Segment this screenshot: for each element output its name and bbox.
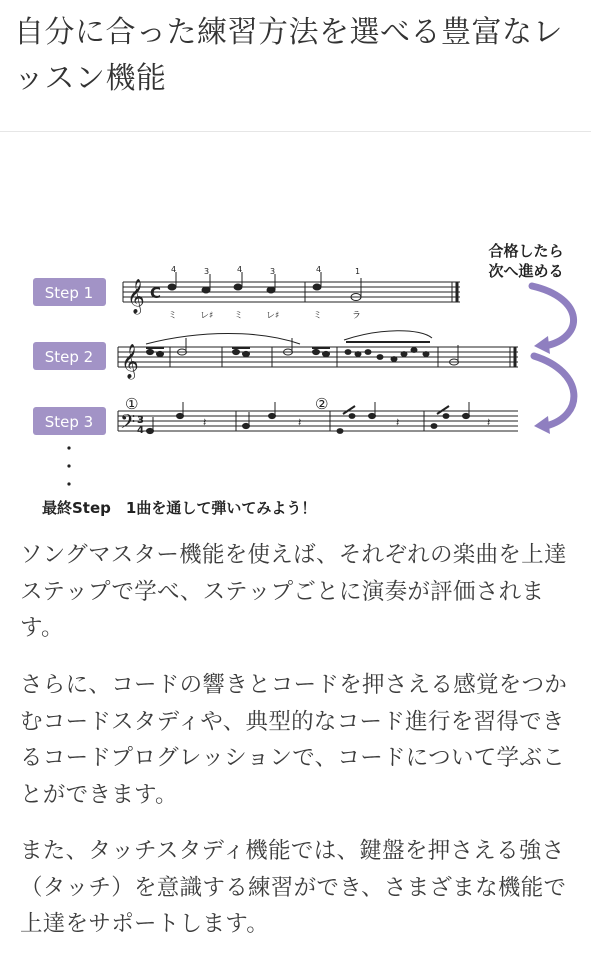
- svg-text:ラ: ラ: [352, 311, 362, 321]
- continuation-dots: [67, 446, 70, 485]
- step-label-3: [33, 407, 106, 435]
- svg-text:Step 3: Step 3: [44, 413, 94, 431]
- svg-text:𝄽: 𝄽: [487, 416, 491, 429]
- advance-arrow-1: [532, 286, 574, 354]
- svg-text:レ♯: レ♯: [200, 311, 214, 321]
- paragraph-touch-study: また、タッチスタディ機能では、鍵盤を押さえる強さ（タッチ）を意識する練習ができ、さまざまな機能で上達をサポートします。: [20, 838, 567, 937]
- solfege-row: [168, 310, 361, 321]
- lesson-steps-illustration: [0, 230, 591, 520]
- treble-clef-icon-2: 𝄞: [121, 344, 139, 379]
- svg-text:𝄽: 𝄽: [396, 416, 400, 429]
- bass-clef-icon: 𝄢: [120, 410, 136, 438]
- svg-text:4: 4: [171, 265, 177, 274]
- treble-clef-icon: 𝄞: [127, 279, 145, 314]
- svg-text:ミ: ミ: [234, 311, 244, 321]
- notes-step-1: [168, 272, 361, 301]
- time-signature: C: [150, 284, 162, 302]
- paragraph-chord-study: さらに、コードの響きとコードを押さえる感覚をつかむコードスタディや、典型的なコード進行を習得できるコードプログレッションで、コードについて学ぶことができます。: [20, 672, 568, 808]
- svg-text:①: ①: [125, 395, 139, 413]
- svg-text:4: 4: [237, 265, 243, 274]
- advance-arrow-2: [534, 356, 574, 434]
- svg-text:Step 1: Step 1: [44, 284, 94, 302]
- time-signature-3-4: 3: [137, 415, 144, 426]
- svg-text:3: 3: [270, 267, 276, 276]
- svg-text:3: 3: [204, 267, 210, 276]
- svg-text:②: ②: [315, 395, 329, 413]
- step-label-1: [33, 278, 106, 306]
- svg-text:4: 4: [316, 265, 322, 274]
- page-title: 自分に合った練習方法を選べる豊富なレッスン機能: [14, 15, 563, 96]
- svg-text:レ♯: レ♯: [266, 311, 280, 321]
- notes-step-2: [146, 331, 459, 365]
- fingering-step-1: [171, 265, 360, 276]
- notes-step-3: [147, 402, 470, 434]
- svg-text:Step 2: Step 2: [44, 348, 94, 366]
- step-label-2: [33, 342, 106, 370]
- circle-labels: [125, 395, 328, 413]
- advance-note-line1: 合格したら: [488, 242, 564, 260]
- advance-note-line2: 次へ進める: [488, 262, 564, 280]
- svg-text:ミ: ミ: [313, 311, 323, 321]
- time-signature-3-4-lower: 4: [137, 425, 144, 436]
- svg-text:1: 1: [355, 267, 361, 276]
- paragraph-song-master: ソングマスター機能を使えば、それぞれの楽曲を上達ステップで学べ、ステップごとに演奏が評価されます。: [20, 542, 567, 641]
- final-step-caption: 最終Step 1曲を通して弾いてみよう！: [42, 499, 317, 517]
- title-divider: [0, 131, 591, 132]
- svg-text:𝄽: 𝄽: [298, 416, 302, 429]
- svg-text:ミ: ミ: [168, 311, 178, 321]
- svg-text:𝄽: 𝄽: [203, 416, 207, 429]
